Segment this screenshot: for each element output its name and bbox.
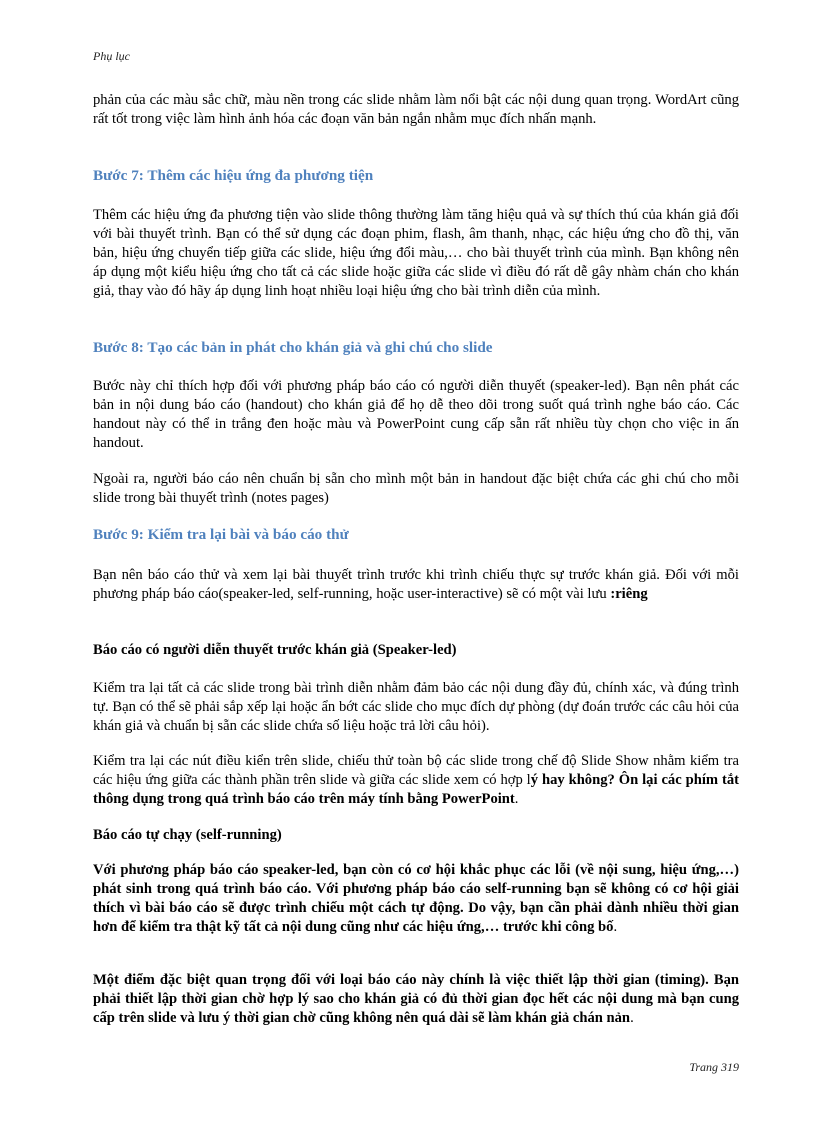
- heading-step-9: Bước 9: Kiểm tra lại bài và báo cáo thử: [93, 526, 349, 543]
- paragraph-self-running-2: [93, 971, 739, 1028]
- paragraph-step-9: [93, 566, 739, 604]
- paragraph-speaker-2-text: Kiểm tra lại các nút điều kiển trên slide, chiếu thử toàn bộ các slide trong chế độ Slide Show nhằm kiểm tra các hiệu ứng giữa các thành phần trên slide và giữa các slide xem có hợp l: [93, 753, 739, 788]
- paragraph-step-8b: Ngoài ra, người báo cáo nên chuẩn bị sẵn cho mình một bản in handout đặc biệt chứa các ghi chú cho mỗi slide trong bài thuyết trình (notes pages): [93, 471, 739, 506]
- running-header: Phụ lục: [93, 49, 130, 63]
- paragraph-step-9-text: Bạn nên báo cáo thử và xem lại bài thuyết trình trước khi trình chiếu thực sự trước khán giả. Đối với mỗi phương pháp báo cáo(speaker-led, self-running, hoặc user-interactive) sẽ có một vài lưu: [93, 567, 739, 602]
- paragraph-self-running-1-end: .: [613, 919, 618, 935]
- paragraph-speaker-2-end: .: [514, 791, 519, 807]
- paragraph-speaker-2-bold: ý hay không? Ôn lại các phím tắt thông dụng trong quá trình báo cáo trên máy tính bằng PowerPoint: [93, 772, 739, 807]
- subheading-self-running: [93, 826, 739, 845]
- subheading-self-running-bold: Báo cáo tự chạy: [93, 827, 193, 843]
- paragraph-step-7: Thêm các hiệu ứng đa phương tiện vào slide thông thường làm tăng hiệu quả và sự thích thú của khán giả đối với bài thuyết trình. Bạn có thể sử dụng các đoạn phim, flash, âm thanh, nhạc, các hiệu ứng cho đồ thị, văn bản, hiệu ứng chuyển tiếp giữa các slide, hiệu ứng đổi màu,… cho bài thuyết trình của mình. Bạn không nên áp dụng một kiểu hiệu ứng cho tất cả các slide hoặc giữa các slide vì điều đó rất dễ gây nhàm chán cho khán giả, thay vào đó hãy áp dụng linh hoạt nhiều loại hiệu ứng cho bài trình diễn của mình.: [93, 207, 739, 299]
- paragraph-speaker-2: [93, 752, 739, 809]
- paragraph-self-running-2-text: Một điểm đặc biệt quan trọng đối với loại báo cáo này chính là việc thiết lập thời gian (timing). Bạn phải thiết lập thời gian chờ hợp lý sao cho khán giả có đủ thời gian đọc hết các nội dung mà bạn cung cấp trên slide và lưu ý thời gian chờ cũng không nên quá dài sẽ làm khán giả chán nản: [93, 972, 739, 1026]
- paragraph-step-8a: Bước này chỉ thích hợp đối với phương pháp báo cáo có người diễn thuyết (speaker-led). Bạn nên phát các bản in nội dung báo cáo (handout) cho khán giả để họ dễ theo dõi trong suốt quá trình nghe báo cáo. Các handout này có thể in trắng đen hoặc màu và PowerPoint cung cấp sẵn rất nhiều tùy chọn cho việc in ấn handout.: [93, 378, 739, 451]
- heading-step-7: Bước 7: Thêm các hiệu ứng đa phương tiện: [93, 167, 374, 184]
- subheading-speaker-led: Báo cáo có người diễn thuyết trước khán giả (Speaker-led): [93, 642, 457, 658]
- paragraph-self-running-1-text: Với phương pháp báo cáo speaker-led, bạn còn có cơ hội khắc phục các lỗi (về nội sung, hiệu ứng,…) phát sinh trong quá trình báo cáo. Với phương pháp báo cáo self-running bạn sẽ không có cơ hội giải thích vì bài báo cáo sẽ được trình chiếu một cách tự động. Do vậy, bạn cần phải dành nhiều thời gian hơn để kiểm tra thật kỹ tất cả nội dung cũng như các hiệu ứng,… trước khi công bố: [93, 862, 739, 935]
- paragraph-intro: phản của các màu sắc chữ, màu nền trong các slide nhằm làm nổi bật các nội dung quan trọng. WordArt cũng rất tốt trong việc làm hình ảnh hóa các đoạn văn bản ngắn nhằm mục đích nhấn mạnh.: [93, 92, 739, 127]
- paragraph-step-9-tail: :riêng: [610, 586, 648, 602]
- page-number: Trang 319: [689, 1060, 739, 1074]
- paragraph-speaker-1: Kiểm tra lại tất cả các slide trong bài trình diễn nhằm đảm bảo các nội dung đầy đủ, chính xác, và đúng trình tự. Bạn có thể sẽ phải sắp xếp lại hoặc ẩn bớt các slide cho mục đích dự phòng (dự đoán trước các câu hỏi của khán giả và chuẩn bị sẵn các slide chứa số liệu hoặc trả lời câu hỏi).: [93, 680, 739, 734]
- paragraph-self-running-2-end: .: [630, 1010, 634, 1026]
- heading-step-8: Bước 8: Tạo các bản in phát cho khán giả và ghi chú cho slide: [93, 339, 493, 356]
- paragraph-self-running-1: [93, 861, 739, 937]
- subheading-self-running-rest: (self-running): [192, 827, 282, 843]
